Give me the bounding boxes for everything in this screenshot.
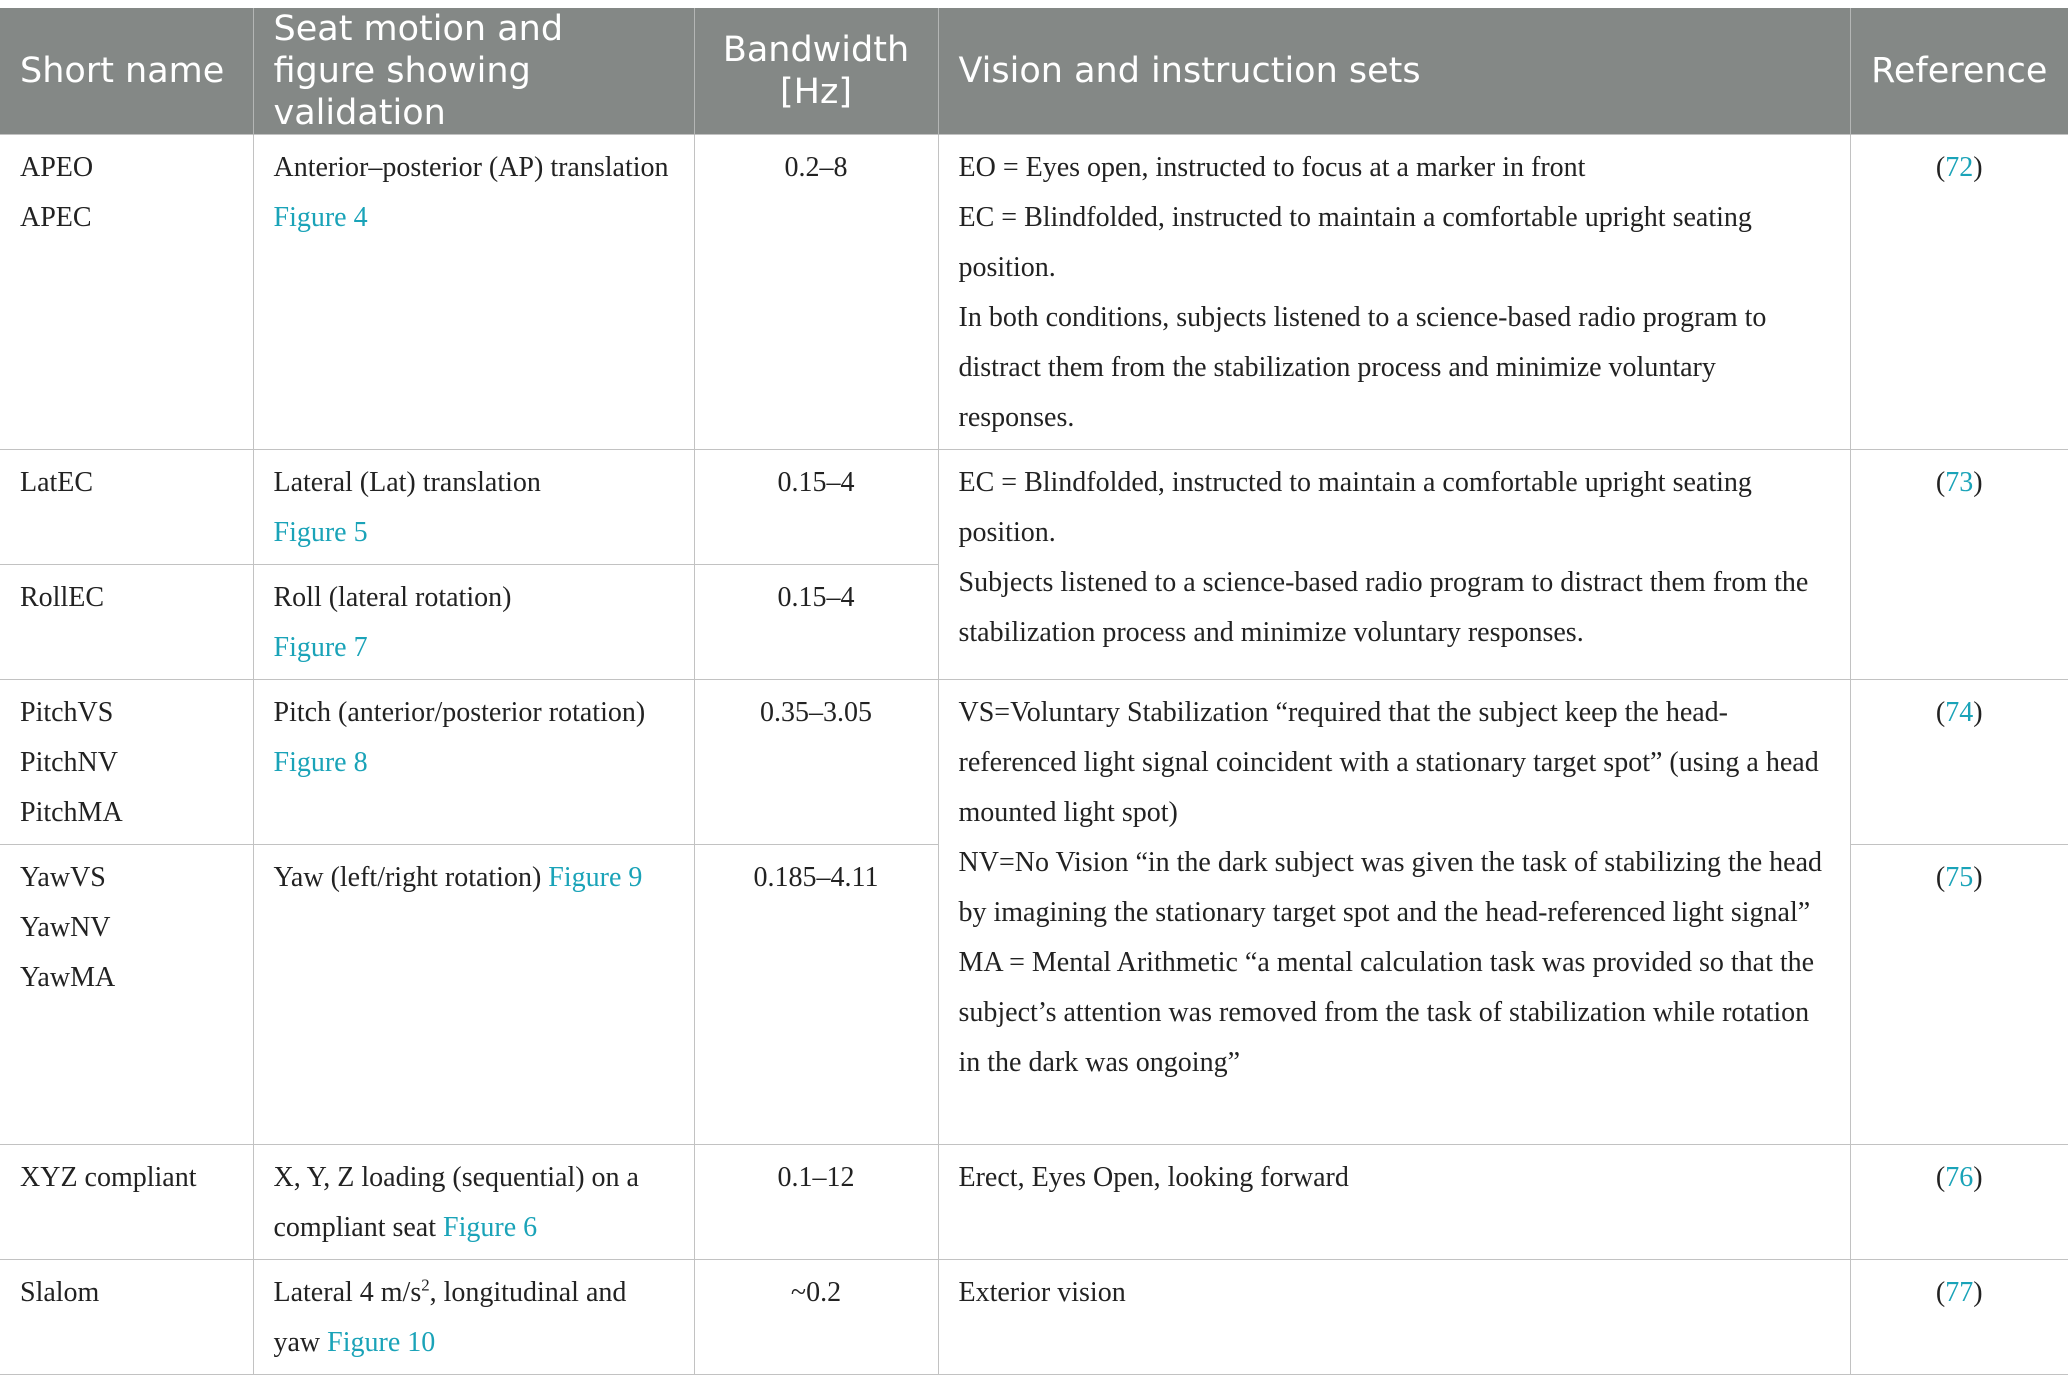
figure-link[interactable]: Figure 9	[548, 862, 643, 893]
short-name-cell	[0, 680, 253, 845]
short-name: PitchNV	[20, 747, 118, 778]
reference-link[interactable]: 76	[1945, 1162, 1974, 1193]
seat-motion-text: Lateral 4 m/s	[273, 1277, 422, 1308]
bandwidth-cell: 0.15–4	[694, 450, 938, 565]
header-vision: Vision and instruction sets	[938, 8, 1850, 135]
seat-motion-text: , longitudinal and yaw	[273, 1277, 627, 1358]
short-name: YawMA	[20, 962, 116, 993]
vision-text: EC = Blindfolded, instructed to maintain a comfortable upright seating position.	[958, 467, 1752, 548]
short-name-cell	[0, 450, 253, 565]
vision-cell	[938, 135, 1850, 450]
header-reference: Reference	[1850, 8, 2068, 135]
vision-cell	[938, 1145, 1850, 1260]
vision-text: Erect, Eyes Open, looking forward	[958, 1162, 1349, 1193]
header-short-name: Short name	[0, 8, 253, 135]
table-row	[0, 135, 2068, 450]
reference-cell: (77)	[1850, 1260, 2068, 1375]
table-row	[0, 1145, 2068, 1260]
vision-text: MA = Mental Arithmetic “a mental calculation task was provided so that the subject’s attention was removed from the task of stabilization while rotation in the dark was ongoing”	[958, 947, 1815, 1078]
bandwidth-cell: 0.15–4	[694, 565, 938, 680]
seat-motion-cell	[253, 680, 694, 845]
figure-link[interactable]: Figure 4	[273, 202, 368, 233]
short-name: YawNV	[20, 912, 111, 943]
short-name: Slalom	[20, 1277, 100, 1308]
seat-motion-cell	[253, 845, 694, 1145]
reference-cell: (75)	[1850, 845, 2068, 1145]
reference-cell: (73)	[1850, 450, 2068, 680]
reference-link[interactable]: 74	[1945, 697, 1974, 728]
short-name: APEO	[20, 152, 94, 183]
vision-cell	[938, 450, 1850, 680]
seat-motion-cell	[253, 1145, 694, 1260]
short-name-cell	[0, 565, 253, 680]
header-bandwidth: Bandwidth [Hz]	[694, 8, 938, 135]
reference-link[interactable]: 72	[1945, 152, 1974, 183]
seat-motion-text: Pitch (anterior/posterior rotation)	[273, 697, 646, 728]
reference-cell: (74)	[1850, 680, 2068, 845]
short-name: YawVS	[20, 862, 106, 893]
vision-text: In both conditions, subjects listened to a science-based radio program to distract them from the stabilization process and minimize voluntary responses.	[958, 302, 1767, 433]
bandwidth-cell: 0.2–8	[694, 135, 938, 450]
bandwidth-cell: 0.35–3.05	[694, 680, 938, 845]
superscript: 2	[421, 1275, 430, 1295]
figure-link[interactable]: Figure 10	[327, 1327, 436, 1358]
seat-motion-text: Yaw (left/right rotation)	[273, 862, 549, 893]
short-name-cell	[0, 1145, 253, 1260]
data-table	[0, 8, 2068, 1375]
reference-link[interactable]: 75	[1945, 862, 1974, 893]
vision-text: NV=No Vision “in the dark subject was given the task of stabilizing the head by imagining the stationary target spot and the head-referenced light signal”	[958, 847, 1823, 928]
reference-cell: (76)	[1850, 1145, 2068, 1260]
table-row	[0, 1260, 2068, 1375]
seat-motion-text: X, Y, Z loading (sequential) on a compliant seat	[273, 1162, 639, 1243]
reference-cell: (72)	[1850, 135, 2068, 450]
reference-link[interactable]: 73	[1945, 467, 1974, 498]
seat-motion-text: Lateral (Lat) translation	[273, 467, 541, 498]
figure-link[interactable]: Figure 7	[273, 632, 368, 663]
vision-text: Exterior vision	[958, 1277, 1126, 1308]
short-name-cell	[0, 1260, 253, 1375]
vision-text: Subjects listened to a science-based radio program to distract them from the stabilization process and minimize voluntary responses.	[958, 567, 1809, 648]
short-name: LatEC	[20, 467, 94, 498]
seat-motion-cell	[253, 135, 694, 450]
vision-text: EO = Eyes open, instructed to focus at a marker in front	[958, 152, 1586, 183]
vision-cell	[938, 1260, 1850, 1375]
table-row	[0, 450, 2068, 565]
vision-text: EC = Blindfolded, instructed to maintain a comfortable upright seating position.	[958, 202, 1752, 283]
short-name: RollEC	[20, 582, 105, 613]
short-name-cell	[0, 135, 253, 450]
seat-motion-cell	[253, 1260, 694, 1375]
short-name: XYZ compliant	[20, 1162, 197, 1193]
seat-motion-text: Anterior–posterior (AP) translation	[273, 152, 669, 183]
seat-motion-text: Roll (lateral rotation)	[273, 582, 512, 613]
table-header	[0, 8, 2068, 135]
short-name: APEC	[20, 202, 92, 233]
seat-motion-cell	[253, 450, 694, 565]
table-row	[0, 680, 2068, 845]
short-name-cell	[0, 845, 253, 1145]
seat-motion-cell	[253, 565, 694, 680]
reference-link[interactable]: 77	[1945, 1277, 1974, 1308]
vision-cell	[938, 680, 1850, 1145]
bandwidth-cell: 0.185–4.11	[694, 845, 938, 1145]
figure-link[interactable]: Figure 5	[273, 517, 368, 548]
short-name: PitchVS	[20, 697, 114, 728]
vision-text: VS=Voluntary Stabilization “required that the subject keep the head-referenced light signal coincident with a stationary target spot” (using a head mounted light spot)	[958, 697, 1819, 828]
short-name: PitchMA	[20, 797, 123, 828]
bandwidth-cell: ~0.2	[694, 1260, 938, 1375]
figure-link[interactable]: Figure 8	[273, 747, 368, 778]
bandwidth-cell: 0.1–12	[694, 1145, 938, 1260]
figure-link[interactable]: Figure 6	[443, 1212, 538, 1243]
header-seat-motion: Seat motion and figure showing validation	[253, 8, 694, 135]
